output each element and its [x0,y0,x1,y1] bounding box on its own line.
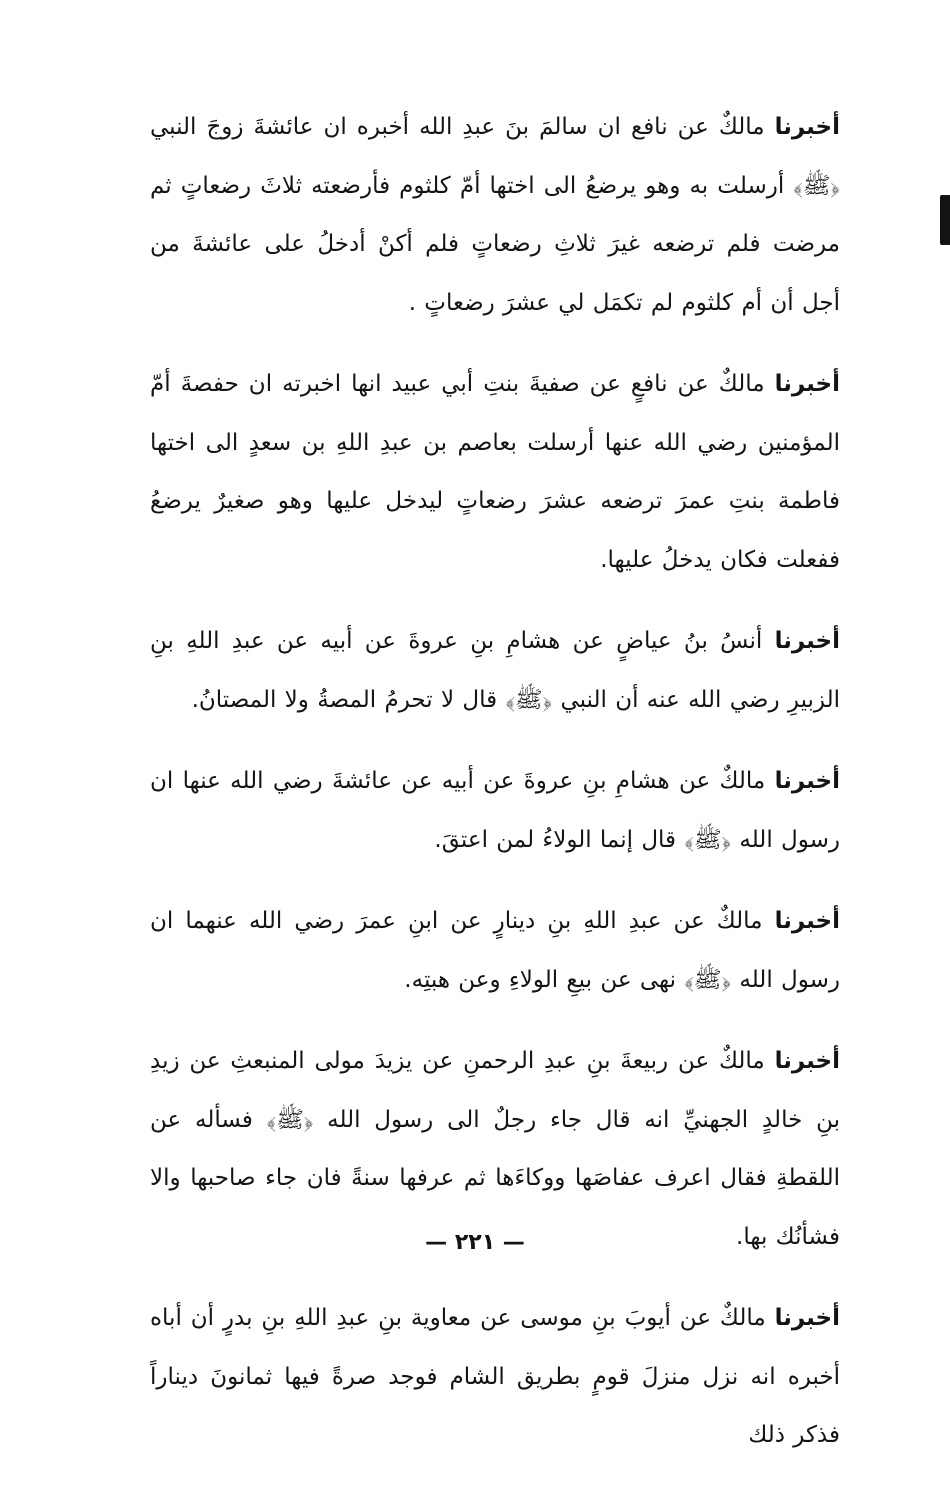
hadith-paragraph [150,1289,840,1465]
page-number: — ٢٢١ — [425,1230,525,1255]
paragraph-body: مالكٌ عن نافع ان سالمَ بنَ عبدِ الله أخبره ان عائشةَ زوجَ النبي ﴿ﷺ﴾ أرسلت به وهو يرضعُ الى اختها أمّ كلثوم فأرضعته ثلاثَ رضعاتٍ ثم مرضت فلم ترضعه غيرَ ثلاثِ رضعاتٍ فلم أكنْ أدخلُ على عائشةَ من أجل أن أم كلثوم لم تكمَل لي عشرَ رضعاتٍ . [150,114,840,316]
paragraph-lead-word: أخبرنا [774,371,840,397]
paragraph-lead-word: أخبرنا [774,114,841,140]
paragraph-lead-word: أخبرنا [774,1048,840,1074]
hadith-paragraph [150,752,840,869]
paragraph-body: مالكٌ عن عبدِ اللهِ بنِ دينارٍ عن ابنِ عمرَ رضي الله عنهما ان رسول الله ﴿ﷺ﴾ نهى عن بيعِ الولاءِ وعن هبتِه. [150,908,840,993]
paragraph-lead-word: أخبرنا [774,628,841,654]
hadith-paragraph [150,612,840,729]
paragraph-body: مالكٌ عن ربيعةَ بنِ عبدِ الرحمنِ عن يزيدَ مولى المنبعثِ عن زيدِ بنِ خالدٍ الجهنيِّ انه قال جاء رجلٌ الى رسول الله ﴿ﷺ﴾ فسأله عن اللقطةِ فقال اعرف عفاصَها ووكاءَها ثم عرفها سنةً فان جاء صاحبها والا فشأنُك بها. [150,1048,840,1250]
page-edge-marker [940,195,950,245]
paragraph-body: مالكٌ عن هشامِ بنِ عروةَ عن أبيه عن عائشةَ رضي الله عنها ان رسول الله ﴿ﷺ﴾ قال إنما الولاءُ لمن اعتقَ. [150,768,840,853]
paragraph-lead-word: أخبرنا [774,768,840,794]
hadith-paragraph [150,98,840,332]
paragraph-lead-word: أخبرنا [774,908,841,934]
paragraph-body: أنسُ بنُ عياضٍ عن هشامِ بنِ عروةَ عن أبيه عن عبدِ اللهِ بنِ الزبيرِ رضي الله عنه أن النبي ﴿ﷺ﴾ قال لا تحرمُ المصةُ ولا المصتانُ. [150,628,840,713]
paragraph-body: مالكٌ عن أيوبَ بنِ موسى عن معاوية بنِ عبدِ اللهِ بنِ بدرٍ أن أباه أخبره انه نزل منزلَ قومٍ بطريق الشام فوجد صرةً فيها ثمانونَ ديناراً فذكر ذلك [150,1305,840,1448]
hadith-paragraph [150,355,840,589]
paragraph-body: مالكٌ عن نافعٍ عن صفيةَ بنتِ أبي عبيد انها اخبرته ان حفصةَ أمّ المؤمنين رضي الله عنها أرسلت بعاصم بن عبدِ اللهِ بن سعدٍ الى اختها فاطمة بنتِ عمرَ ترضعه عشرَ رضعاتٍ ليدخل عليها وهو صغيرٌ يرضعُ ففعلت فكان يدخلُ عليها. [150,371,840,573]
paragraph-lead-word: أخبرنا [774,1305,840,1331]
hadith-text-block [150,98,840,1488]
hadith-paragraph [150,892,840,1009]
